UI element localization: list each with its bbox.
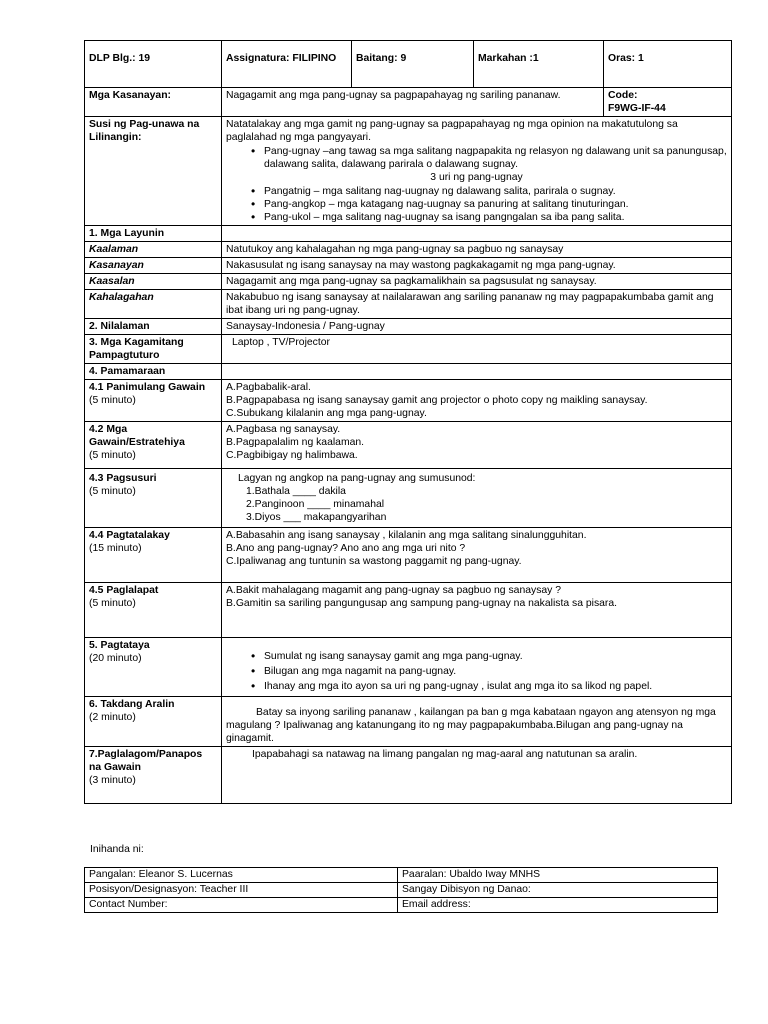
step-content [222, 583, 732, 638]
objectives-header-row [85, 226, 732, 242]
list-item: A.Pagbasa ng sanaysay. [226, 424, 341, 435]
list-item: B.Pagpapabasa ng isang sanaysay gamit ang projector o photo copy ng maikling sanaysay. [226, 395, 648, 406]
evaluation-content [222, 638, 732, 697]
list-item: B.Gamitin sa sariling pangungusap ang sampung pang-ugnay na nakalista sa pisara. [226, 598, 618, 609]
school-name: Paaralan: Ubaldo Iway MNHS [398, 868, 718, 883]
step-label [85, 583, 222, 638]
step-duration: (15 minuto) [89, 543, 142, 554]
key-understanding-label: Susi ng Pag-unawa na Lilinangin: [85, 117, 222, 226]
evaluation-label [85, 638, 222, 697]
assignment-text: Batay sa inyong sariling pananaw , kailangan pa ban g mga kabataan ngayon ang atensyon ng mga magulang ? Ipaliwanag ang katanungang ito ng may pagpapakumbaba.Bilugan ang pang-ugnay na ginagamit. [222, 697, 732, 747]
step-label [85, 422, 222, 469]
key-understanding-row [85, 117, 732, 226]
objective-value: Nakabubuo ng isang sanaysay at nailalarawan ang sariling pananaw ng may pagpapakumbaba gamit ang ibat ibang uri ng pang-ugnay. [222, 290, 732, 319]
key-understanding-intro: Natatalakay ang mga gamit ng pang-ugnay sa pagpapahayag ng mga opinion na makatutulong sa paglalahad ng mga pangyayari. [226, 119, 678, 143]
subject: Assignatura: FILIPINO [222, 41, 352, 88]
evaluation-list [226, 650, 727, 693]
signature-row [85, 883, 718, 898]
header-row [85, 41, 732, 88]
prepared-by-label: Inihanda ni: [90, 844, 144, 855]
list-item: • Sumulat ng isang sanaysay gamit ang mga pang-ugnay. [226, 650, 727, 663]
step-duration: (5 minuto) [89, 598, 136, 609]
procedure-step-row [85, 528, 732, 583]
step-title: 4.4 Pagtatalakay [89, 530, 170, 541]
step-duration: (5 minuto) [89, 450, 136, 461]
time-allotment: Oras: 1 [604, 41, 732, 88]
objective-value: Nakasusulat ng isang sanaysay na may wastong pagkakagamit ng mga pang-ugnay. [222, 258, 732, 274]
content-value: Sanaysay-Indonesia / Pang-ugnay [222, 319, 732, 335]
competency-value: Nagagamit ang mga pang-ugnay sa pagpapahayag ng sariling pananaw. [222, 88, 604, 117]
step-content [222, 469, 732, 528]
list-item: A.Bakit mahalagang magamit ang pang-ugnay sa pagbuo ng sanaysay ? [226, 585, 562, 596]
step-title: 4.3 Pagsusuri [89, 473, 157, 484]
materials-row [85, 335, 732, 364]
division-name: Sangay Dibisyon ng Danao: [398, 883, 718, 898]
competency-label: Mga Kasanayan: [85, 88, 222, 117]
list-item: C.Ipaliwanag ang tuntunin sa wastong paggamit ng pang-ugnay. [226, 556, 522, 567]
step-duration: (3 minuto) [89, 775, 136, 786]
step-label [85, 528, 222, 583]
code-label: Code: [608, 90, 638, 101]
objective-label: Kaasalan [85, 274, 222, 290]
objective-label: Kasanayan [85, 258, 222, 274]
objective-label: Kaalaman [85, 242, 222, 258]
list-item: • Bilugan ang mga nagamit na pang-ugnay. [226, 665, 727, 678]
signature-table [84, 867, 718, 913]
types-heading: 3 uri ng pang-ugnay [430, 172, 523, 183]
content-row [85, 319, 732, 335]
dlp-number: DLP Blg.: 19 [85, 41, 222, 88]
code-value: F9WG-IF-44 [608, 103, 666, 114]
step-title: 4.5 Paglalapat [89, 585, 159, 596]
list-item: C.Subukang kilalanin ang mga pang-ugnay. [226, 408, 427, 419]
step-title: 5. Pagtataya [89, 640, 150, 651]
step-content [222, 528, 732, 583]
materials-label: 3. Mga Kagamitang Pampagtuturo [85, 335, 222, 364]
list-item: B.Pagpapalalim ng kaalaman. [226, 437, 365, 448]
list-item: • Ihanay ang mga ito ayon sa uri ng pang-ugnay , isulat ang mga ito sa likod ng papel. [226, 680, 727, 693]
step-duration: (20 minuto) [89, 653, 142, 664]
definition-bullet: • Pang-ugnay –ang tawag sa mga salitang nagpapakita ng relasyon ng dalawang unit sa panungusap, dalawang salita, dalawang parirala o dalawang sugnay. [226, 145, 727, 171]
list-item: 3.Diyos ___ makapangyarihan [246, 512, 387, 523]
list-item: 1.Bathala ____ dakila [246, 486, 346, 497]
evaluation-row [85, 638, 732, 697]
list-item: A.Pagbabalik-aral. [226, 382, 311, 393]
email-address: Email address: [398, 898, 718, 913]
grade-level: Baitang: 9 [352, 41, 474, 88]
list-item: C.Pagbibigay ng halimbawa. [226, 450, 358, 461]
definition-list [226, 145, 727, 171]
step-title: 4.1 Panimulang Gawain [89, 382, 206, 393]
objective-value: Natutukoy ang kahalagahan ng mga pang-ugnay sa pagbuo ng sanaysay [222, 242, 732, 258]
step-content [222, 380, 732, 422]
step-label [85, 380, 222, 422]
step-duration: (5 minuto) [89, 395, 136, 406]
step-content [222, 422, 732, 469]
step-title: 4.2 Mga Gawain/Estratehiya [89, 424, 185, 448]
procedure-step-row [85, 469, 732, 528]
list-item: • Pang-ukol – mga salitang nag-uugnay sa isang pangngalan sa iba pang salita. [226, 211, 727, 224]
objective-row [85, 242, 732, 258]
objective-row [85, 274, 732, 290]
closing-text: Ipapabahagi sa natawag na limang pangalan ng mag-aaral ang natutunan sa aralin. [222, 747, 732, 804]
closing-row [85, 747, 732, 804]
assignment-row [85, 697, 732, 747]
list-item: • Pang-angkop – mga katagang nag-uugnay sa panuring at salitang tinuturingan. [226, 198, 727, 211]
list-item: • Pangatnig – mga salitang nag-uugnay ng dalawang salita, parirala o sugnay. [226, 185, 727, 198]
key-understanding-content [222, 117, 732, 226]
step-duration: (2 minuto) [89, 712, 136, 723]
step-duration: (5 minuto) [89, 486, 136, 497]
types-list [226, 185, 727, 224]
lesson-plan-table [84, 40, 732, 804]
step-title: 6. Takdang Aralin [89, 699, 175, 710]
list-item: A.Babasahin ang isang sanaysay , kilalanin ang mga salitang sinalungguhitan. [226, 530, 587, 541]
objectives-label: 1. Mga Layunin [85, 226, 222, 242]
step-label [85, 469, 222, 528]
closing-label [85, 747, 222, 804]
competency-row [85, 88, 732, 117]
step-instruction: Lagyan ng angkop na pang-ugnay ang sumusunod: [238, 473, 476, 484]
procedure-step-row [85, 583, 732, 638]
list-item: B.Ano ang pang-ugnay? Ano ano ang mga uri nito ? [226, 543, 466, 554]
objective-row [85, 290, 732, 319]
materials-value: Laptop , TV/Projector [222, 335, 732, 364]
step-title: 7.Paglalagom/Panapos na Gawain [89, 749, 203, 773]
procedure-step-row [85, 380, 732, 422]
contact-number: Contact Number: [85, 898, 398, 913]
teacher-name: Pangalan: Eleanor S. Lucernas [85, 868, 398, 883]
procedure-label: 4. Pamamaraan [85, 364, 222, 380]
signature-row [85, 898, 718, 913]
competency-code [604, 88, 732, 117]
objective-row [85, 258, 732, 274]
objective-label: Kahalagahan [85, 290, 222, 319]
quarter: Markahan :1 [474, 41, 604, 88]
procedure-step-row [85, 422, 732, 469]
content-label: 2. Nilalaman [85, 319, 222, 335]
list-item: 2.Panginoon ____ minamahal [246, 499, 385, 510]
teacher-position: Posisyon/Designasyon: Teacher III [85, 883, 398, 898]
assignment-label [85, 697, 222, 747]
procedure-header-row [85, 364, 732, 380]
signature-row [85, 868, 718, 883]
objective-value: Nagagamit ang mga pang-ugnay sa pagkamalikhain sa pagsusulat ng sanaysay. [222, 274, 732, 290]
